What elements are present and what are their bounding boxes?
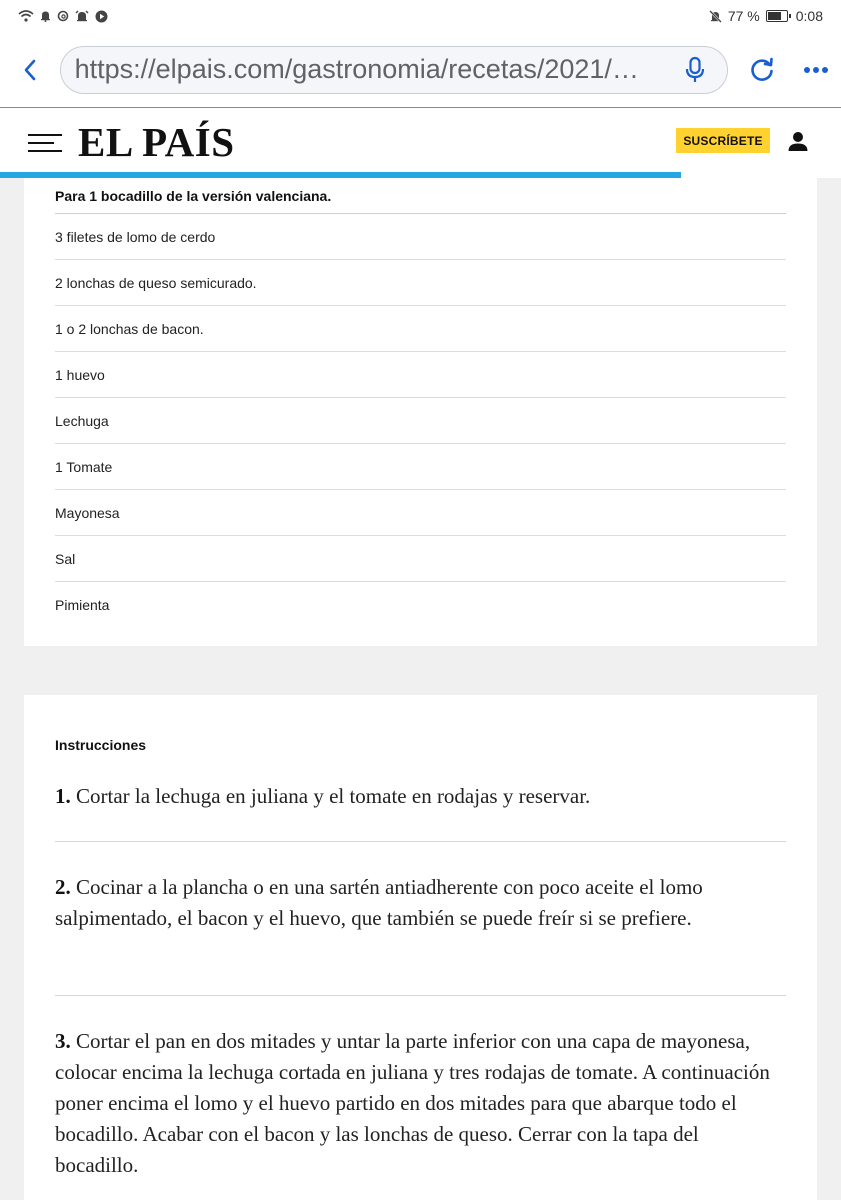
back-button[interactable] [0, 40, 60, 100]
site-header [0, 108, 841, 178]
status-bar [0, 0, 841, 32]
more-dots-icon [803, 66, 829, 74]
ingredient-item: 1 Tomate [55, 444, 786, 490]
status-icons-right [709, 8, 823, 24]
ingredient-item: 2 lonchas de queso semicurado. [55, 260, 786, 306]
browser-toolbar [0, 32, 841, 108]
step-text: Cocinar a la plancha o en una sartén antiadherente con poco aceite el lomo salpimentado, el bacon y el huevo, que también se puede freír si se prefiere. [55, 875, 703, 930]
clock-time: 0:08 [795, 8, 823, 24]
muted-bell-icon [709, 10, 722, 23]
step-number: 1. [55, 784, 71, 808]
status-icons-left [18, 10, 108, 23]
subscribe-button[interactable]: SUSCRÍBETE [676, 128, 770, 153]
ingredient-item: 1 huevo [55, 352, 786, 398]
step-divider [55, 995, 786, 996]
alarm-icon [75, 10, 89, 23]
ingredient-item: Sal [55, 536, 786, 582]
ingredients-card [24, 178, 817, 646]
ingredient-item: Mayonesa [55, 490, 786, 536]
microphone-icon [685, 56, 705, 84]
step-text: Cortar el pan en dos mitades y untar la parte inferior con una capa de mayonesa, colocar encima la lechuga cortada en juliana y tres rodajas de tomate. A continuación poner encima el lomo y el huevo partido en dos mitades para que abarque todo el bocadillo. Acabar con el bacon y las lonchas de queso. Cerrar con la tapa del bocadillo. [55, 1029, 770, 1177]
play-icon [95, 10, 108, 23]
battery-icon [766, 10, 788, 22]
voice-search-button[interactable] [677, 52, 713, 88]
instruction-step-3 [55, 1026, 786, 1181]
ingredient-item: 3 filetes de lomo de cerdo [55, 214, 786, 260]
reload-button[interactable] [734, 40, 792, 100]
site-logo[interactable]: EL PAÍS [78, 119, 235, 165]
back-chevron-icon [23, 59, 37, 81]
more-options-button[interactable] [791, 40, 841, 100]
step-text: Cortar la lechuga en juliana y el tomate en rodajas y reservar. [70, 784, 591, 808]
instructions-card [24, 695, 817, 1200]
notification-bell-icon [40, 10, 51, 22]
instruction-step-2 [55, 872, 786, 934]
step-number: 2. [55, 875, 71, 899]
hamburger-menu-icon[interactable] [28, 130, 62, 154]
url-text[interactable]: https://elpais.com/gastronomia/recetas/2021/… [74, 54, 639, 84]
battery-percentage: 77 % [727, 8, 760, 24]
ingredient-item: Pimienta [55, 597, 110, 613]
reload-icon [749, 57, 775, 83]
step-divider [55, 841, 786, 842]
wifi-icon [18, 10, 34, 22]
user-account-button[interactable] [784, 128, 812, 156]
instruction-step-1 [55, 781, 786, 812]
ingredient-item: 1 o 2 lonchas de bacon. [55, 306, 786, 352]
instructions-title: Instrucciones [55, 737, 147, 753]
address-bar[interactable] [60, 46, 728, 94]
ingredient-item: Lechuga [55, 398, 786, 444]
threads-icon [57, 10, 69, 22]
ingredients-title: Para 1 bocadillo de la versión valenciana. [55, 188, 332, 204]
ingredients-list [55, 213, 786, 628]
user-icon [784, 128, 812, 156]
step-number: 3. [55, 1029, 71, 1053]
